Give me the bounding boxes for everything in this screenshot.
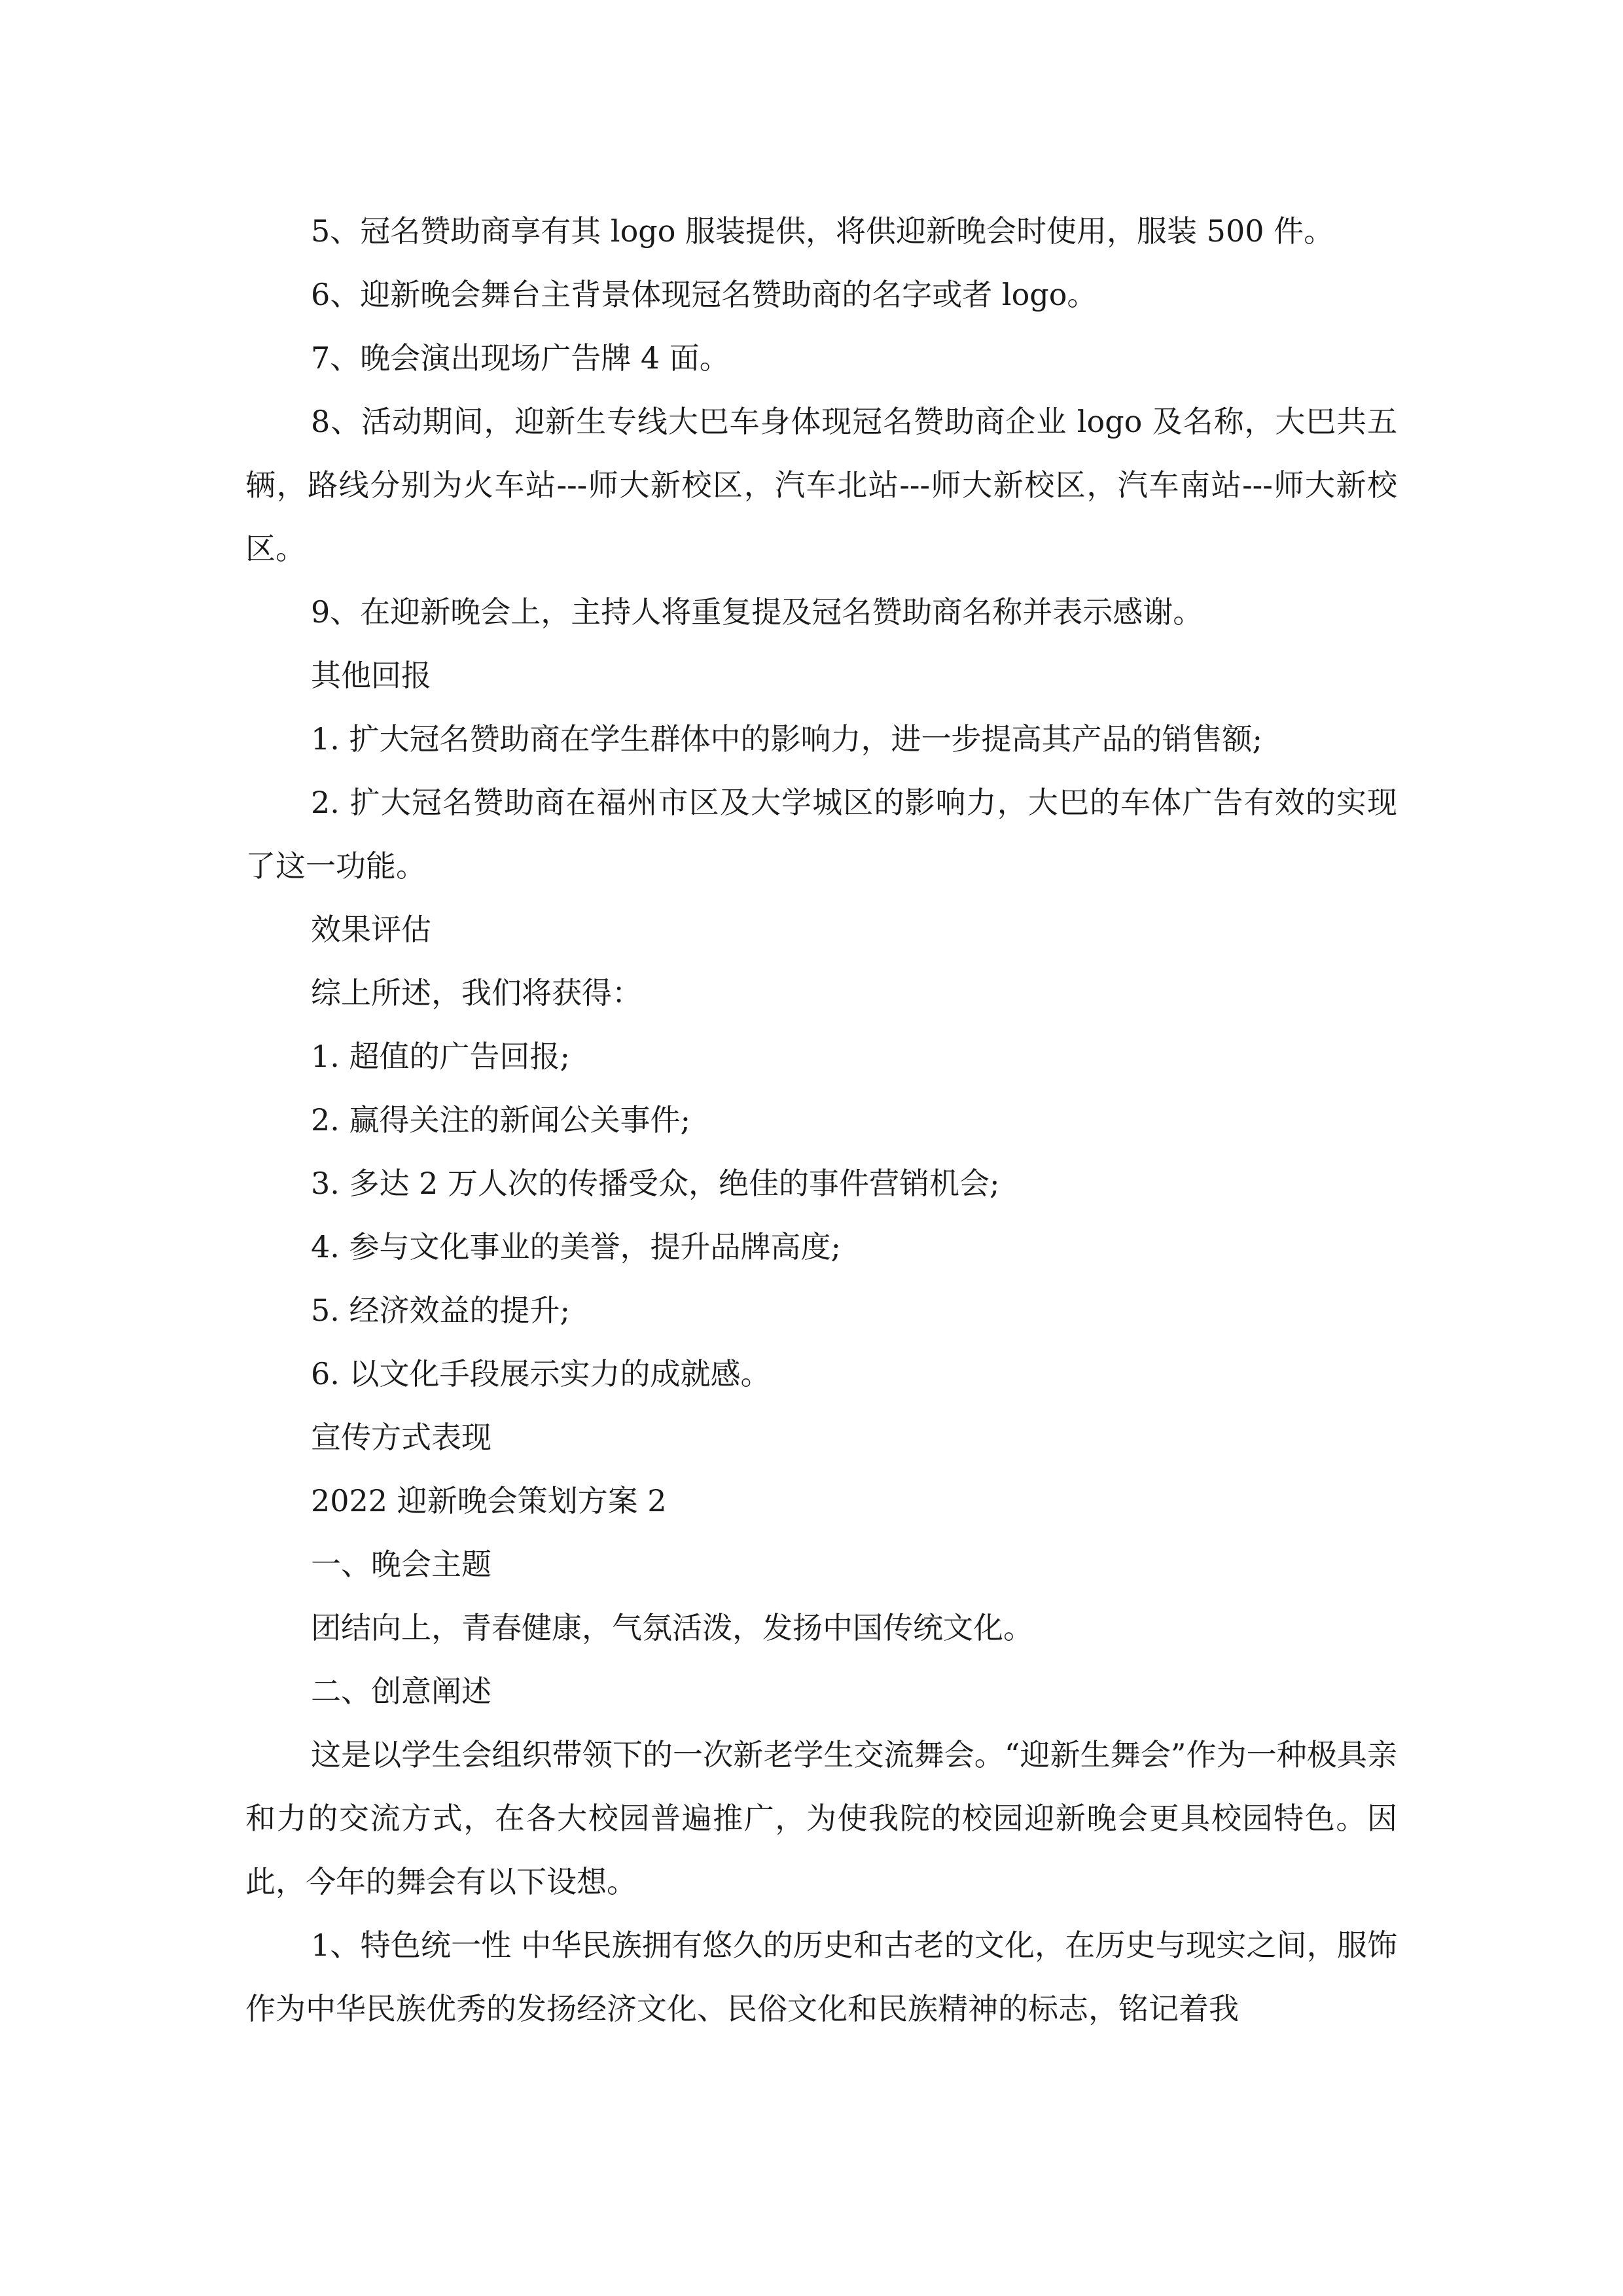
list-item: 5. 经济效益的提升;: [311, 1293, 571, 1328]
document-body: [245, 200, 1397, 2041]
paragraph: 5、冠名赞助商享有其 logo 服装提供，将供迎新晚会时使用，服装 500 件。: [311, 213, 1334, 249]
list-item: 4. 参与文化事业的美誉，提升品牌高度;: [311, 1229, 842, 1265]
paragraph: 8、活动期间，迎新生专线大巴车身体现冠名赞助商企业 logo 及名称，大巴共五辆，路线分别为火车站---师大新校区，汽车北站---师大新校区，汽车南站---师大新校区。: [245, 404, 1397, 566]
paragraph: 团结向上，青春健康，气氛活泼，发扬中国传统文化。: [311, 1610, 1033, 1645]
paragraph: 7、晚会演出现场广告牌 4 面。: [311, 340, 730, 376]
paragraph: 这是以学生会组织带领下的一次新老学生交流舞会。“迎新生舞会”作为一种极具亲和力的交流方式，在各大校园普遍推广，为使我院的校园迎新晚会更具校园特色。因此，今年的舞会有以下设想。: [245, 1737, 1397, 1899]
list-item: 3. 多达 2 万人次的传播受众，绝佳的事件营销机会;: [311, 1166, 1000, 1201]
paragraph: 6、迎新晚会舞台主背景体现冠名赞助商的名字或者 logo。: [311, 277, 1097, 312]
section-heading: 宣传方式表现: [311, 1420, 491, 1455]
paragraph: 2. 扩大冠名赞助商在福州市区及大学城区的影响力，大巴的车体广告有效的实现了这一功能。: [245, 785, 1397, 884]
document-title: 2022 迎新晚会策划方案 2: [311, 1483, 667, 1518]
list-item: 1. 超值的广告回报;: [311, 1039, 571, 1074]
section-heading: 一、晚会主题: [311, 1547, 491, 1582]
list-item: 2. 赢得关注的新闻公关事件;: [311, 1102, 691, 1138]
section-heading: 二、创意阐述: [311, 1674, 491, 1709]
paragraph: 9、在迎新晚会上，主持人将重复提及冠名赞助商名称并表示感谢。: [311, 594, 1204, 630]
list-item: 6. 以文化手段展示实力的成就感。: [311, 1356, 771, 1391]
section-heading: 其他回报: [311, 658, 431, 693]
paragraph: 1. 扩大冠名赞助商在学生群体中的影响力，进一步提高其产品的销售额;: [311, 721, 1263, 757]
paragraph: 综上所述，我们将获得：: [311, 975, 642, 1011]
paragraph: 1、特色统一性 中华民族拥有悠久的历史和古老的文化，在历史与现实之间，服饰作为中华民族优秀的发扬经济文化、民俗文化和民族精神的标志，铭记着我: [245, 1928, 1397, 2026]
section-heading: 效果评估: [311, 912, 431, 947]
